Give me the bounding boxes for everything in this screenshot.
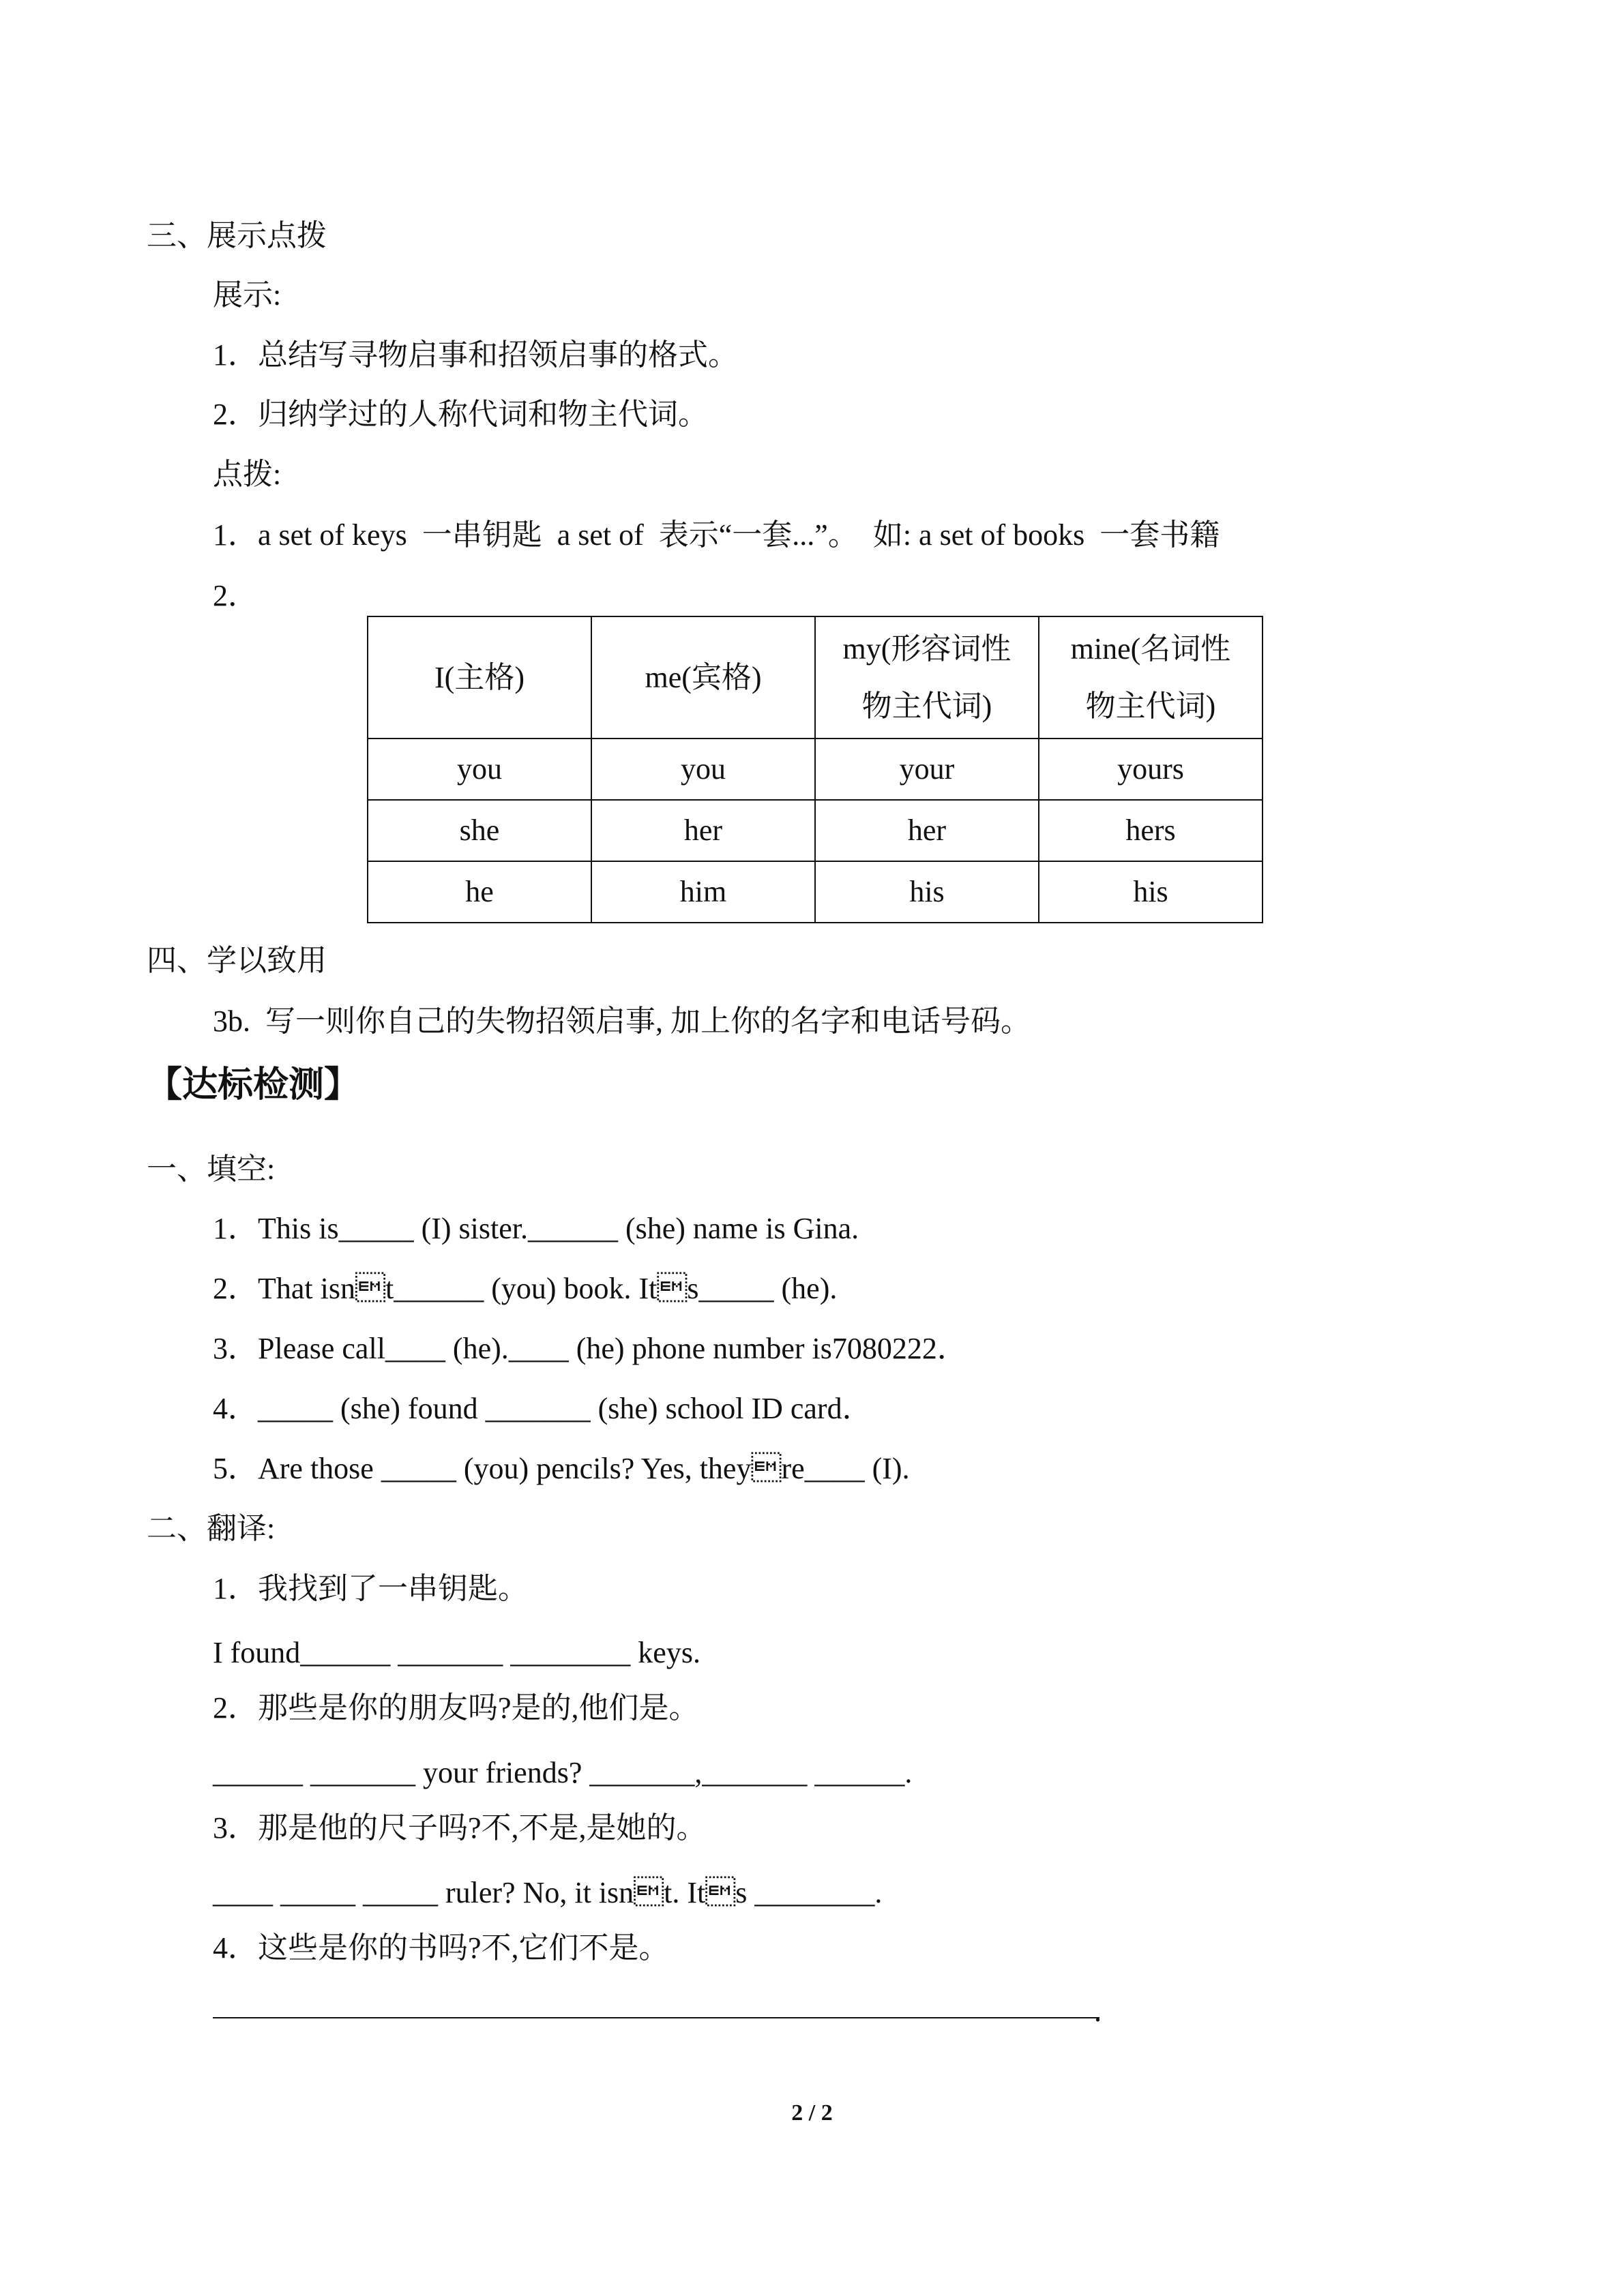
- table-cell: she: [368, 800, 591, 861]
- answer-blank-line: [213, 2017, 1099, 2018]
- table-cell: yours: [1039, 739, 1263, 800]
- fill-item-1: 1．This is_____ (I) sister.______ (she) name is Gina.: [213, 1212, 859, 1245]
- table-header-cell: my(形容词性 物主代词): [815, 616, 1039, 739]
- table-header-row: [368, 616, 1263, 739]
- fill-item-3: 3．Please call____ (he).____ (he) phone number is7080222．: [213, 1332, 967, 1365]
- pronoun-table: [367, 616, 1263, 923]
- table-row: [368, 739, 1263, 800]
- table-cell: you: [368, 739, 591, 800]
- tip-1: 1．a set of keys 一串钥匙 a set of 表示“一套...”。 如: a set of books 一套书籍: [213, 518, 1220, 552]
- section4-task: 3b. 写一则你自己的失物招领启事, 加上你的名字和电话号码。: [213, 1004, 1031, 1038]
- section3-heading: 三、展示点拨: [147, 219, 327, 252]
- table-cell: her: [591, 800, 815, 861]
- test-title: 【达标检测】: [147, 1066, 360, 1105]
- translate-heading: 二、翻译:: [147, 1512, 276, 1545]
- table-cell: her: [815, 800, 1039, 861]
- table-cell: hers: [1039, 800, 1263, 861]
- table-row: [368, 800, 1263, 861]
- fill-heading: 一、填空:: [147, 1152, 276, 1186]
- translate-q4: 4．这些是你的书吗?不,它们不是。: [213, 1931, 669, 1965]
- translate-a1: I found______ _______ ________ keys.: [213, 1636, 700, 1669]
- table-row: [368, 861, 1263, 923]
- fill-item-2: 2．That isnt______ (you) book. Its_____ (he).: [213, 1272, 838, 1305]
- translate-q1: 1．我找到了一串钥匙。: [213, 1572, 528, 1605]
- translate-q2: 2．那些是你的朋友吗?是的,他们是。: [213, 1691, 699, 1725]
- table-header-cell: I(主格): [368, 616, 591, 739]
- table-cell: him: [591, 861, 815, 923]
- show-item-2: 2．归纳学过的人称代词和物主代词。: [213, 398, 708, 431]
- tip-label: 点拨:: [213, 458, 282, 491]
- answer-end-period: .: [1094, 1995, 1102, 2028]
- table-header-cell: mine(名词性 物主代词): [1039, 616, 1263, 739]
- table-cell: your: [815, 739, 1039, 800]
- fill-item-4: 4．_____ (she) found _______ (she) school ID card．: [213, 1392, 872, 1425]
- table-cell: you: [591, 739, 815, 800]
- show-item-1: 1．总结写寻物启事和招领启事的格式。: [213, 338, 738, 372]
- tip-2: 2．: [213, 579, 258, 612]
- translate-a3: ____ _____ _____ ruler? No, it isnt. Its ________.: [213, 1876, 883, 1909]
- page-number: 2 / 2: [791, 2100, 833, 2126]
- translate-a2: ______ _______ your friends? _______,_______ ______.: [213, 1756, 913, 1789]
- section4-heading: 四、学以致用: [147, 944, 327, 977]
- table-cell: he: [368, 861, 591, 923]
- fill-item-5: 5．Are those _____ (you) pencils? Yes, theyre____ (I).: [213, 1452, 910, 1485]
- table-header-cell: me(宾格): [591, 616, 815, 739]
- show-label: 展示:: [213, 278, 282, 312]
- table-cell: his: [1039, 861, 1263, 923]
- translate-q3: 3．那是他的尺子吗?不,不是,是她的。: [213, 1811, 707, 1845]
- table-cell: his: [815, 861, 1039, 923]
